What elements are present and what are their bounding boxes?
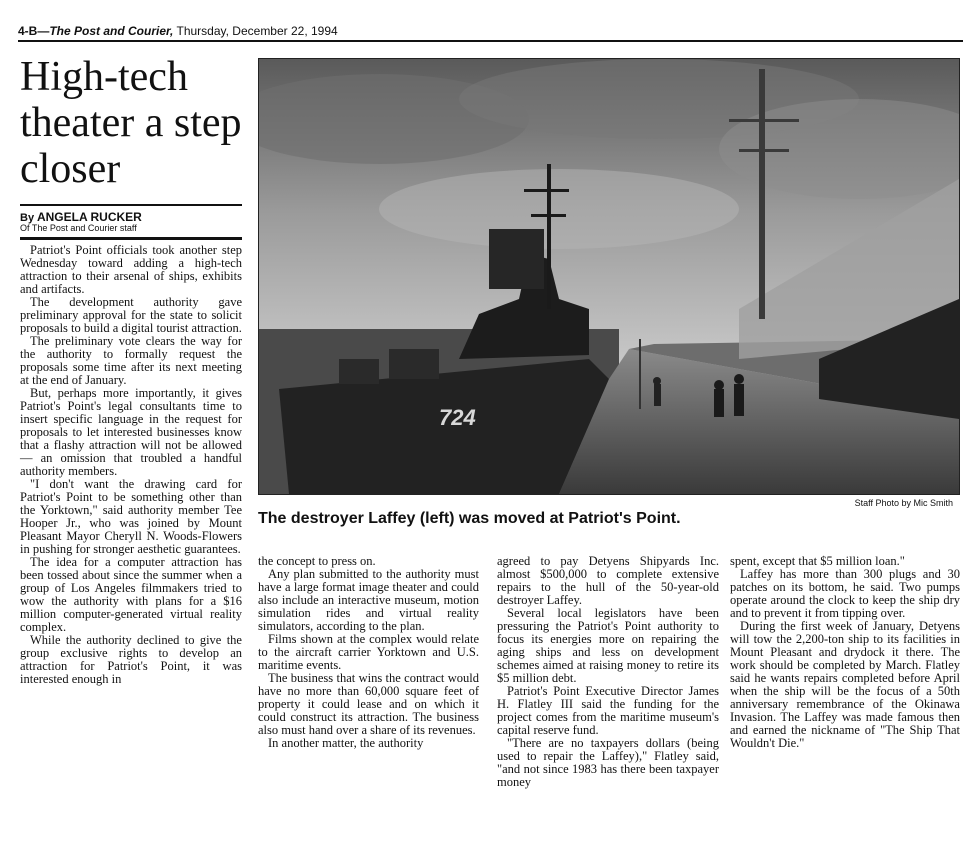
publication-date: Thursday, December 22, 1994 (176, 24, 338, 38)
photo-caption: The destroyer Laffey (left) was moved at Patriot's Point. (258, 510, 681, 527)
article-paragraph: "There are no taxpayers dollars (being used to repair the Laffey)," Flatley said, "and not since 1983 has there been taxpayer money (497, 736, 719, 789)
news-photo (258, 58, 960, 495)
article-paragraph: Patriot's Point Executive Director James H. Flatley III said the funding for the project comes from the maritime museum's capital reserve fund. (497, 684, 719, 737)
article-paragraph: In another matter, the authority (268, 736, 424, 750)
article-paragraph: Patriot's Point officials took another step Wednesday toward adding a high-tech attraction to their arsenal of ships, exhibits and artifacts. (20, 243, 242, 296)
article-paragraph: agreed to pay Detyens Shipyards Inc. almost $500,000 to complete extensive repairs to the hull of the 50-year-old destroyer Laffey. (497, 554, 719, 607)
byline-rule-bottom (20, 237, 242, 240)
headline: High-tech theater a step closer (20, 54, 242, 192)
page-number: 4-B (18, 24, 38, 38)
article-column-2 (258, 555, 479, 750)
article-paragraph: spent, except that $5 million loan." (730, 554, 905, 568)
byline-affiliation: Of The Post and Courier staff (20, 223, 137, 233)
article-paragraph: The idea for a computer attraction has been tossed about since the summer when a group of Los Angeles filmmakers tried to wow the authority with plans for a $16 million computer-generated virtual reality complex. (20, 555, 242, 634)
hull-number: 724 (439, 405, 476, 430)
article-paragraph: But, perhaps more importantly, it gives Patriot's Point's legal consultants time to insert specific language in the request for proposals to let interested businesses know that a flashy attraction will not be allowed — an omission that troubled a handful authority members. (20, 386, 242, 478)
article-column-3 (497, 555, 719, 789)
article-paragraph: The development authority gave preliminary approval for the state to solicit proposals to build a digital tourist attraction. (20, 295, 242, 335)
article-paragraph: "I don't want the drawing card for Patriot's Point to be something other than the Yorktown," said authority member Tee Hooper Jr., who was joined by Mount Pleasant Mayor Cheryll N. Woods-Flowers in pushing for stronger aesthetic guarantees. (20, 477, 242, 556)
byline-author: ANGELA RUCKER (36, 210, 142, 224)
masthead: 4-B—The Post and Courier, Thursday, December 22, 1994 (18, 24, 963, 42)
article-paragraph: Films shown at the complex would relate to the aircraft carrier Yorktown and U.S. maritime events. (258, 632, 479, 672)
byline-prefix: By (20, 212, 35, 224)
article-paragraph: Laffey has more than 300 plugs and 30 patches on its bottom, he said. Two pumps operate around the clock to keep the ship dry and to prevent it from tipping over. (730, 567, 960, 620)
article-paragraph: While the authority declined to give the group exclusive rights to develop an attraction for Patriot's Point, it was interested enough in (20, 633, 242, 686)
byline (20, 210, 245, 224)
article-paragraph: the concept to press on. (258, 554, 376, 568)
article-paragraph: The business that wins the contract would have no more than 60,000 square feet of property it could lease and on which it could construct its attraction. The business also must hand over a share of its revenues. (258, 671, 479, 737)
article-paragraph: Several local legislators have been pressuring the Patriot's Point authority to focus its energies more on repairing the aging ships and less on development schemes aimed at raising money to retire its $5 million debt. (497, 606, 719, 685)
article-paragraph: During the first week of January, Detyens will tow the 2,200-ton ship to its facilities in Mount Pleasant and drydock it there. The work should be completed by March. Flatley said he wants repairs completed before April when the ship will be the focus of a 50th anniversary remembrance of the Okinawa Invasion. The Laffey was made famous then and earned the nickname of "The Ship That Wouldn't Die." (730, 619, 960, 750)
article-paragraph: The preliminary vote clears the way for the authority to formally request the proposals some time after its next meeting at the end of January. (20, 334, 242, 387)
article-column-1 (20, 244, 242, 686)
photo-credit: Staff Photo by Mic Smith (854, 498, 953, 508)
destroyer-photo-illustration (259, 59, 959, 494)
article-paragraph: Any plan submitted to the authority must have a large format image theater and could also include an interactive museum, motion simulation rides and virtual reality simulators, according to the plan. (258, 567, 479, 633)
newspaper-name: The Post and Courier, (49, 24, 174, 38)
article-column-4 (730, 555, 960, 750)
byline-rule (20, 204, 242, 206)
